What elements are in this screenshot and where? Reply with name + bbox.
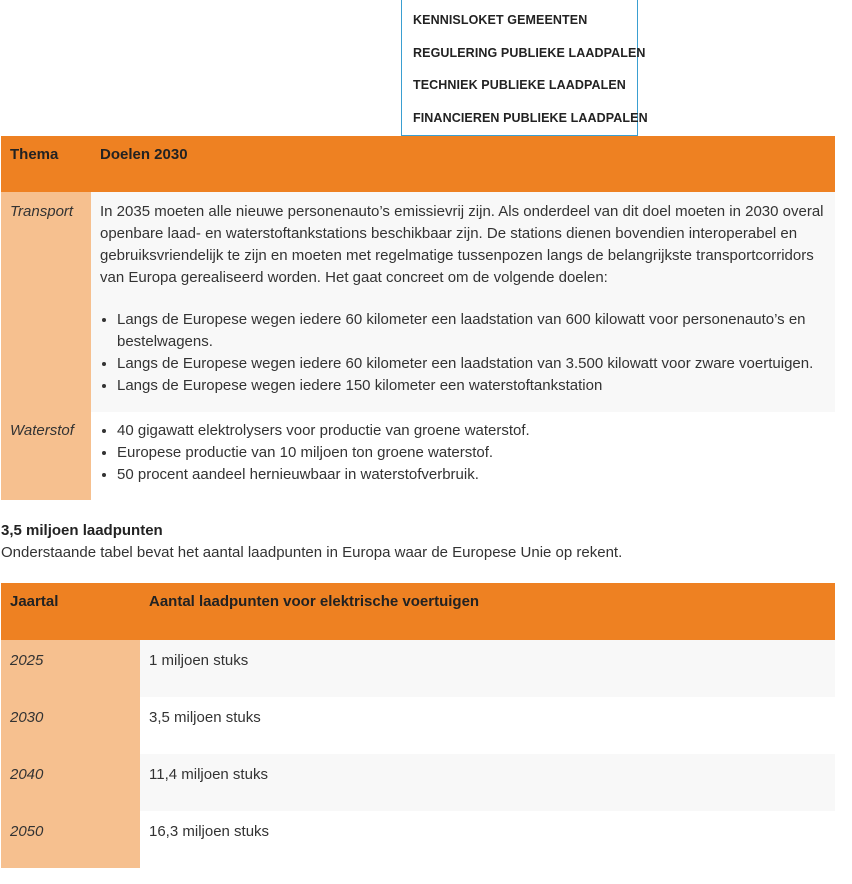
nav-dropdown-menu bbox=[401, 0, 648, 136]
year-cell: 2040 bbox=[1, 754, 140, 811]
menu-item-regulering-publieke-laadpalen[interactable]: REGULERING PUBLIEKE LAADPALEN bbox=[413, 46, 646, 60]
table-row bbox=[1, 697, 835, 754]
value-cell: 3,5 miljoen stuks bbox=[140, 697, 835, 754]
header-thema: Thema bbox=[1, 136, 91, 192]
value-cell: 16,3 miljoen stuks bbox=[140, 811, 835, 868]
goals-row-transport bbox=[1, 192, 835, 412]
menu-area bbox=[1, 0, 835, 136]
year-cell: 2025 bbox=[1, 640, 140, 697]
theme-label-transport: Transport bbox=[1, 192, 91, 412]
table-row bbox=[1, 754, 835, 811]
goals-row-waterstof bbox=[1, 412, 835, 500]
section-intro: Onderstaande tabel bevat het aantal laadpunten in Europa waar de Europese Unie op rekent. bbox=[1, 544, 623, 561]
theme-label-waterstof: Waterstof bbox=[1, 412, 91, 500]
year-cell: 2050 bbox=[1, 811, 140, 868]
header-doelen: Doelen 2030 bbox=[91, 136, 835, 192]
section-heading: 3,5 miljoen laadpunten bbox=[1, 522, 163, 539]
list-item: • Europese productie van 10 miljoen ton groene waterstof. bbox=[117, 442, 826, 464]
menu-item-techniek-publieke-laadpalen[interactable]: TECHNIEK PUBLIEKE LAADPALEN bbox=[413, 78, 626, 92]
goals-header-row bbox=[1, 136, 835, 192]
menu-item-financieren-publieke-laadpalen[interactable]: FINANCIEREN PUBLIEKE LAADPALEN bbox=[413, 111, 648, 125]
table-row bbox=[1, 811, 835, 868]
transport-intro: In 2035 moeten alle nieuwe personenauto’s emissievrij zijn. Als onderdeel van dit doel moeten in 2030 overal openbare laad- en waterstoftankstations beschikbaar zijn. De stations dienen bovendien interoperabel en gebruiksvriendelijk te zijn en moeten met regelmatige tussenpozen langs de belangrijkste transportcorridors van Europa gerealiseerd worden. Het gaat concreet om de volgende doelen: bbox=[100, 203, 824, 286]
value-cell: 11,4 miljoen stuks bbox=[140, 754, 835, 811]
year-cell: 2030 bbox=[1, 697, 140, 754]
waterstof-goals-cell bbox=[91, 412, 835, 500]
table-row bbox=[1, 640, 835, 697]
header-aantal: Aantal laadpunten voor elektrische voertuigen bbox=[140, 583, 835, 640]
header-jaartal: Jaartal bbox=[1, 583, 140, 640]
value-cell: 1 miljoen stuks bbox=[140, 640, 835, 697]
menu-item-kennisloket-gemeenten[interactable]: KENNISLOKET GEMEENTEN bbox=[413, 13, 588, 27]
list-item: • 50 procent aandeel hernieuwbaar in waterstofverbruik. bbox=[117, 464, 826, 486]
list-item: • 40 gigawatt elektrolysers voor productie van groene waterstof. bbox=[117, 420, 826, 442]
waterstof-goal-list bbox=[100, 420, 826, 486]
points-header-row bbox=[1, 583, 835, 640]
transport-goal-list bbox=[100, 309, 826, 397]
list-item: • Langs de Europese wegen iedere 60 kilometer een laadstation van 600 kilowatt voor personenauto’s en bestelwagens. bbox=[117, 309, 826, 353]
charging-points-table bbox=[1, 583, 835, 868]
list-item: • Langs de Europese wegen iedere 60 kilometer een laadstation van 3.500 kilowatt voor zware voertuigen. bbox=[117, 353, 826, 375]
transport-goals-cell bbox=[91, 192, 835, 412]
goals-table bbox=[1, 136, 835, 500]
list-item: • Langs de Europese wegen iedere 150 kilometer een waterstoftankstation bbox=[117, 375, 826, 397]
